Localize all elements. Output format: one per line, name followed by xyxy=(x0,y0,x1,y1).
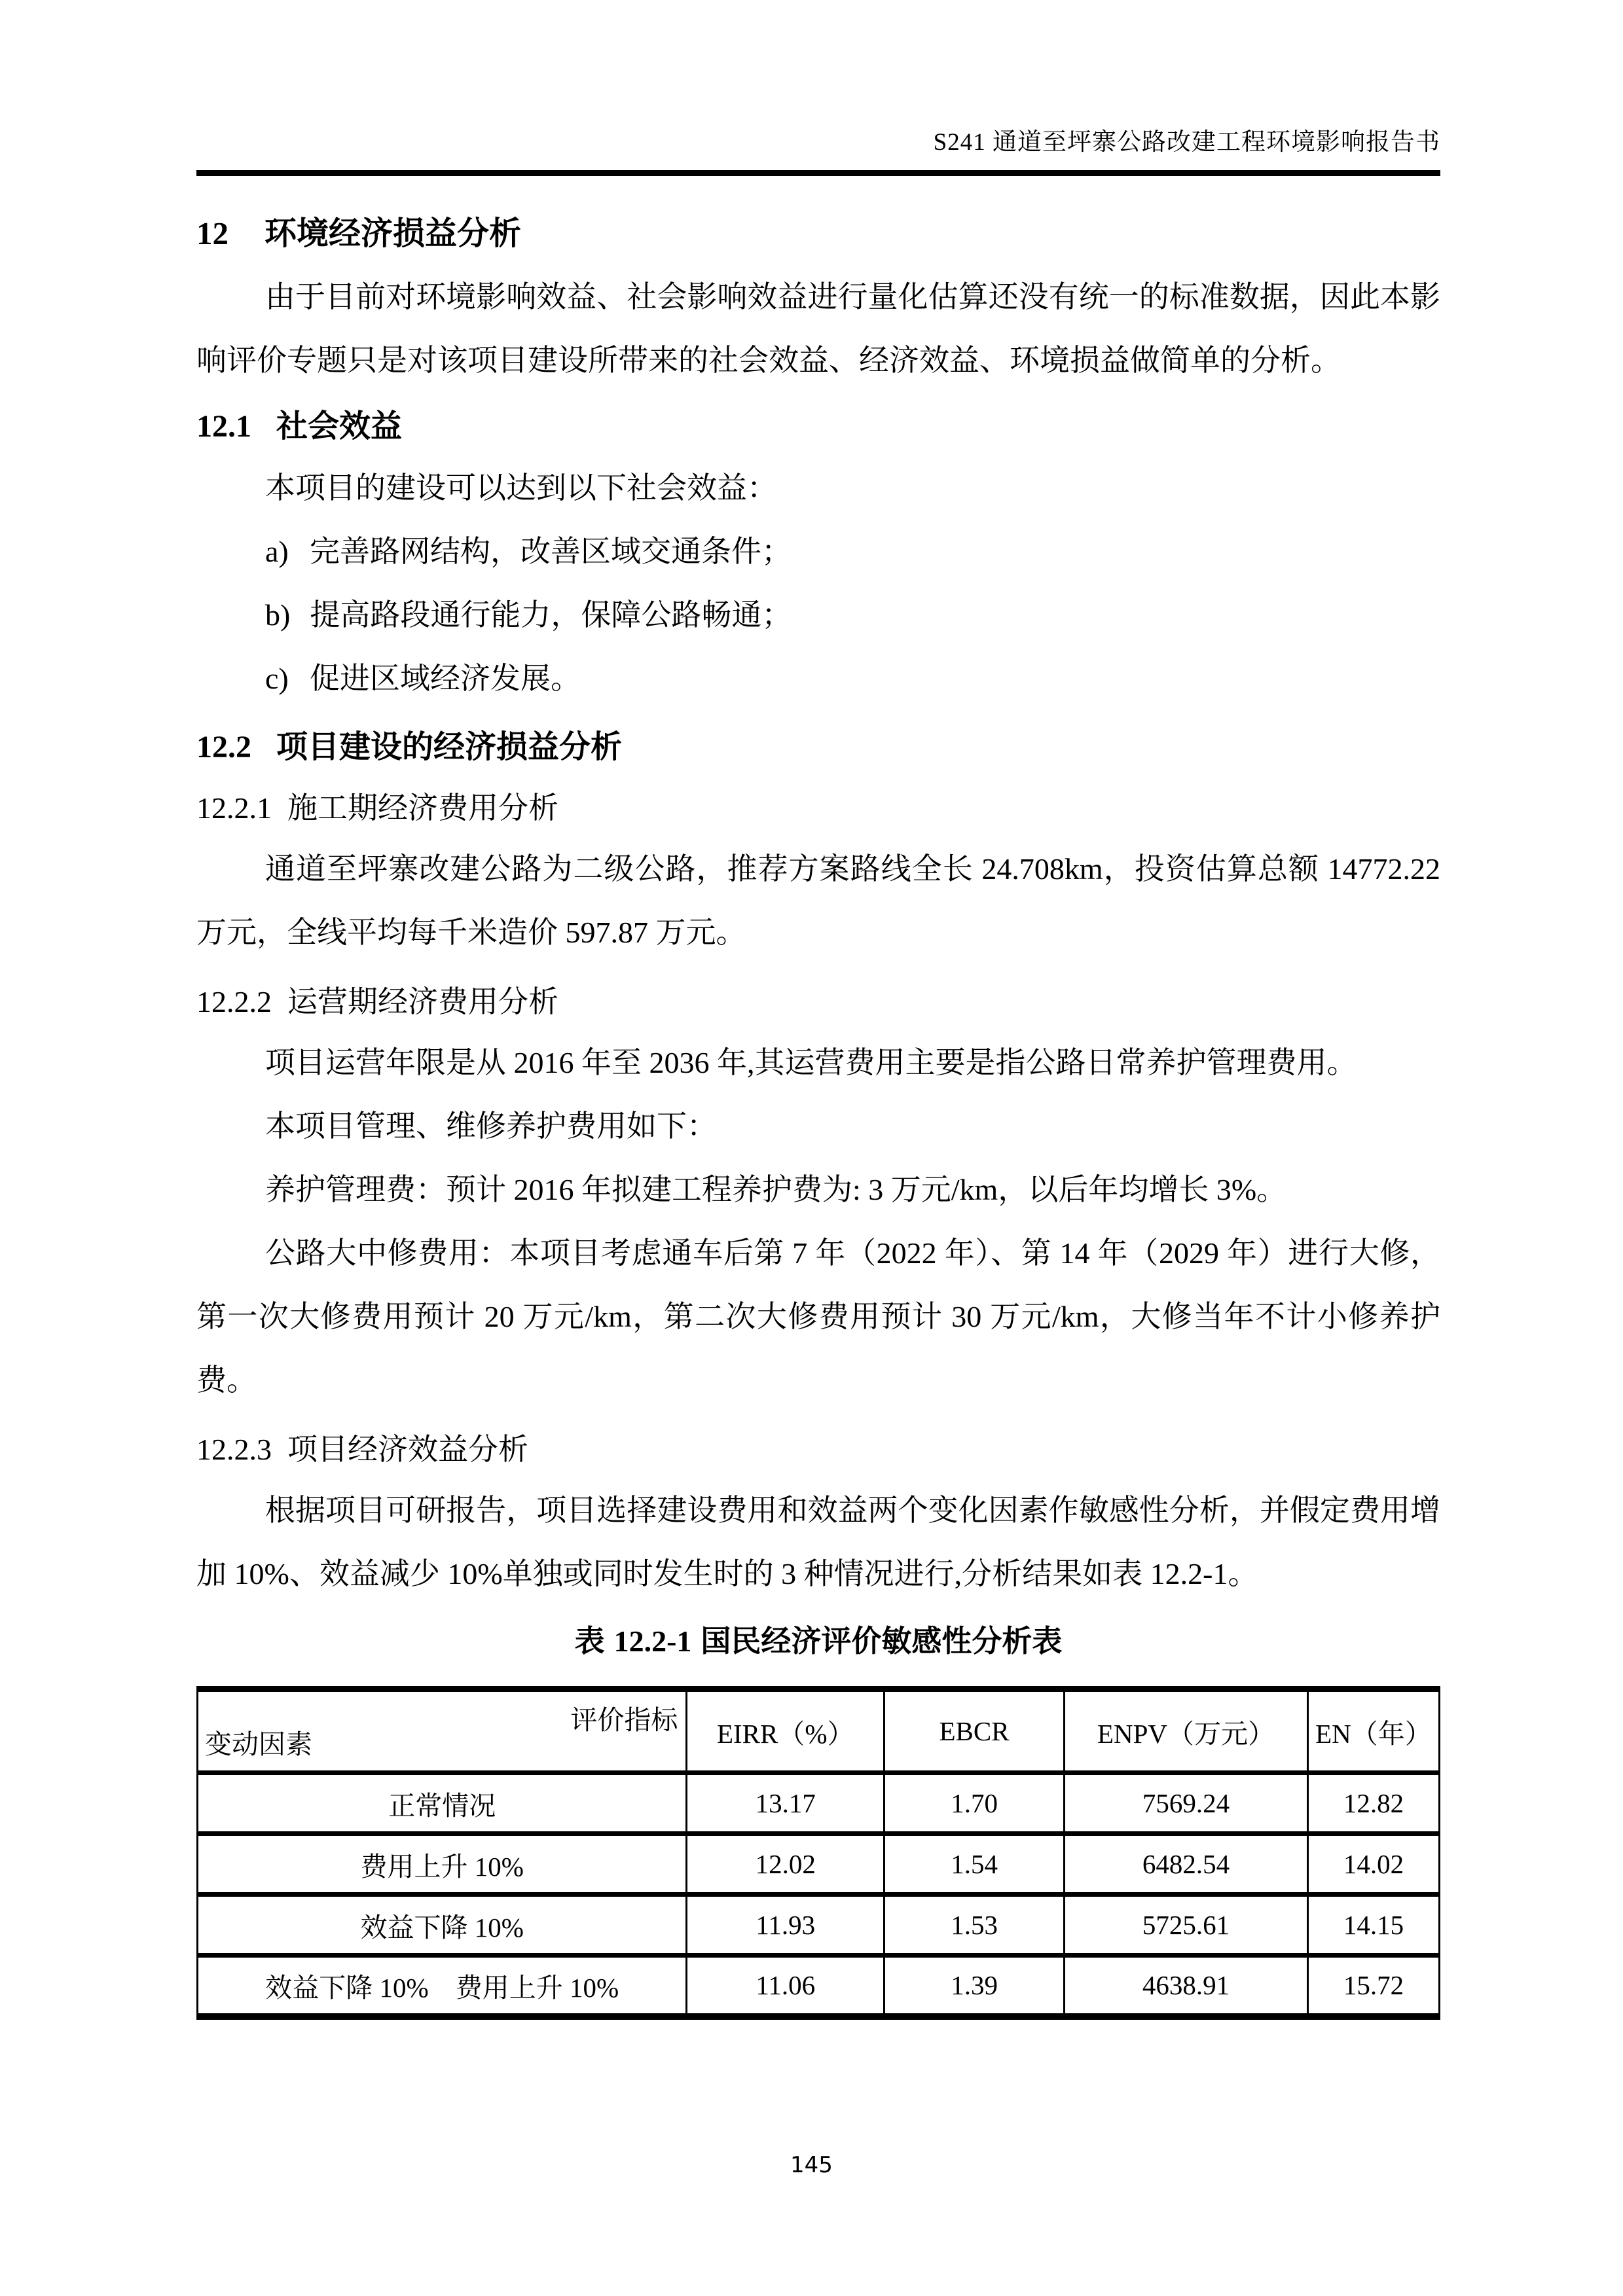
cell-enpv: 4638.91 xyxy=(1065,1956,1308,2017)
cell-en: 14.15 xyxy=(1307,1895,1439,1956)
table-header-row xyxy=(198,1689,1440,1773)
cell-factor: 正常情况 xyxy=(198,1773,687,1834)
table-caption xyxy=(196,1623,1440,1660)
heading-12-1-number: 12.1 xyxy=(196,409,251,444)
benefit-item-label: b) xyxy=(265,598,291,632)
cell-factor: 费用上升 10% xyxy=(198,1834,687,1895)
benefit-list-item xyxy=(196,647,1440,710)
benefit-item-text: 提高路段通行能力，保障公路畅通； xyxy=(310,598,792,632)
cell-eirr: 11.93 xyxy=(687,1895,884,1956)
benefit-item-label: a) xyxy=(265,535,289,568)
paragraph-intro: 由于目前对环境影响效益、社会影响效益进行量化估算还没有统一的标准数据，因此本影响评价专题只是对该项目建设所带来的社会效益、经济效益、环境损益做简单的分析。 xyxy=(196,280,1440,377)
paragraph-maintenance-fee: 养护管理费：预计 2016 年拟建工程养护费为: 3 万元/km，以后年均增长 3%。 xyxy=(265,1173,1287,1206)
paragraph-construction-cost: 通道至坪寨改建公路为二级公路，推荐方案路线全长 24.708km，投资估算总额 14772.22 万元，全线平均每千米造价 597.87 万元。 xyxy=(196,852,1440,949)
column-header-en: EN（年） xyxy=(1307,1689,1439,1773)
corner-label-indicator: 评价指标 xyxy=(570,1705,678,1735)
running-head-title: S241 通道至坪寨公路改建工程环境影响报告书 xyxy=(933,129,1440,156)
table-row xyxy=(198,1956,1440,2017)
column-header-ebcr: EBCR xyxy=(884,1689,1065,1773)
cell-factor: 效益下降 10% xyxy=(198,1895,687,1956)
cell-en: 15.72 xyxy=(1307,1956,1439,2017)
column-header-enpv: ENPV（万元） xyxy=(1065,1689,1308,1773)
table-row xyxy=(198,1773,1440,1834)
table-row xyxy=(198,1895,1440,1956)
benefit-item-text: 促进区域经济发展。 xyxy=(310,662,581,695)
cell-eirr: 11.06 xyxy=(687,1956,884,2017)
heading-12-2-2 xyxy=(196,982,1440,1022)
heading-12-2-number: 12.2 xyxy=(196,730,251,764)
page-number: 145 xyxy=(790,2152,833,2178)
table-row xyxy=(198,1834,1440,1895)
paragraph-social-intro: 本项目的建设可以达到以下社会效益： xyxy=(265,471,777,505)
paragraph-maintenance-intro: 本项目管理、维修养护费用如下： xyxy=(265,1109,717,1143)
benefit-item-label: c) xyxy=(265,662,289,695)
table-caption-title: 国民经济评价敏感性分析表 xyxy=(701,1624,1063,1658)
heading-12-1 xyxy=(196,406,1440,447)
cell-ebcr: 1.70 xyxy=(884,1773,1065,1834)
paragraph-operation-years: 项目运营年限是从 2016 年至 2036 年,其运营费用主要是指公路日常养护管理费用。 xyxy=(265,1046,1357,1079)
heading-12-2-1-number: 12.2.1 xyxy=(196,791,272,825)
sensitivity-analysis-table xyxy=(196,1686,1440,2020)
cell-enpv: 5725.61 xyxy=(1065,1895,1308,1956)
cell-ebcr: 1.39 xyxy=(884,1956,1065,2017)
heading-12-2-1-title: 施工期经济费用分析 xyxy=(287,791,558,825)
heading-12-2-3-title: 项目经济效益分析 xyxy=(287,1433,528,1466)
page-content xyxy=(196,0,1440,2020)
heading-12-2-1 xyxy=(196,789,1440,828)
cell-en: 12.82 xyxy=(1307,1773,1439,1834)
benefit-item-text: 完善路网结构，改善区域交通条件； xyxy=(310,535,792,568)
corner-label-factor: 变动因素 xyxy=(205,1729,312,1759)
paragraph-sensitivity: 根据项目可研报告，项目选择建设费用和效益两个变化因素作敏感性分析，并假定费用增加 10%、效益减少 10%单独或同时发生时的 3 种情况进行,分析结果如表 12.2-1。 xyxy=(196,1494,1440,1590)
cell-en: 14.02 xyxy=(1307,1834,1439,1895)
header-rule xyxy=(196,170,1440,176)
cell-enpv: 7569.24 xyxy=(1065,1773,1308,1834)
heading-12-2-3-number: 12.2.3 xyxy=(196,1433,272,1466)
benefit-list-item xyxy=(196,520,1440,583)
table-caption-prefix: 表 xyxy=(574,1624,605,1658)
heading-12-2-2-number: 12.2.2 xyxy=(196,985,272,1018)
heading-12-number: 12 xyxy=(196,215,228,251)
table-caption-number: 12.2-1 xyxy=(613,1624,692,1658)
cell-enpv: 6482.54 xyxy=(1065,1834,1308,1895)
heading-12-2-2-title: 运营期经济费用分析 xyxy=(287,985,558,1018)
heading-12 xyxy=(196,214,1440,253)
cell-ebcr: 1.53 xyxy=(884,1895,1065,1956)
cell-ebcr: 1.54 xyxy=(884,1834,1065,1895)
heading-12-2 xyxy=(196,727,1440,768)
cell-eirr: 13.17 xyxy=(687,1773,884,1834)
paragraph-overhaul-fee: 公路大中修费用：本项目考虑通车后第 7 年（2022 年）、第 14 年（2029 年）进行大修，第一次大修费用预计 20 万元/km，第二次大修费用预计 30 万元/km，大修当年不计小修养护费。 xyxy=(196,1236,1440,1397)
column-header-eirr: EIRR（%） xyxy=(687,1689,884,1773)
benefit-list-item xyxy=(196,583,1440,647)
heading-12-2-3 xyxy=(196,1430,1440,1469)
heading-12-2-title: 项目建设的经济损益分析 xyxy=(276,730,623,764)
heading-12-1-title: 社会效益 xyxy=(276,409,403,444)
table-corner-cell xyxy=(198,1689,687,1773)
cell-eirr: 12.02 xyxy=(687,1834,884,1895)
heading-12-title: 环境经济损益分析 xyxy=(264,216,522,251)
cell-factor: 效益下降 10% 费用上升 10% xyxy=(198,1956,687,2017)
